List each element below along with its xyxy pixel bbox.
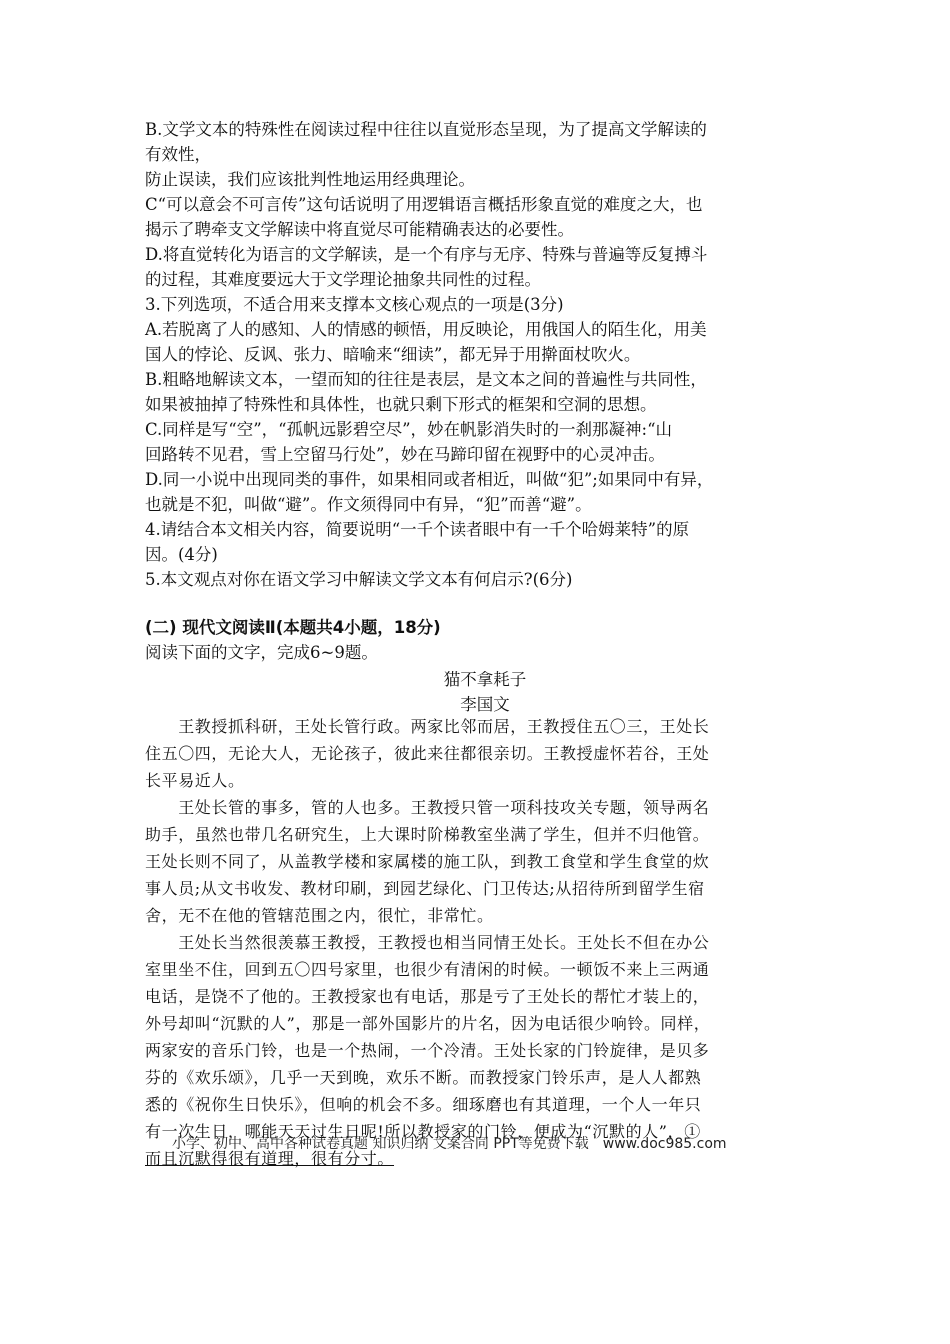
story-line: 电话，是饶不了他的。王教授家也有电话，那是亏了王处长的帮忙才装上的， bbox=[145, 987, 710, 1006]
text-line: 如果被抽掉了特殊性和具体性，也就只剩下形式的框架和空洞的思想。 bbox=[145, 395, 657, 414]
story-line: 芬的《欢乐颂》，几乎一天到晚，欢乐不断。而教授家门铃乐声，是人人都熟 bbox=[145, 1068, 702, 1087]
instruction-text: 阅读下面的文字，完成6~9题。 bbox=[145, 643, 378, 662]
story-line: 王处长当然很羡慕王教授，王教授也相当同情王处长。王处长不但在办公 bbox=[145, 933, 710, 952]
text-line: 国人的悖论、反讽、张力、暗喻来“细读”，都无异于用擀面杖吹火。 bbox=[145, 345, 641, 364]
story-line: 悉的《祝你生日快乐》，但响的机会不多。细琢磨也有其道理，一个人一年只 bbox=[145, 1095, 702, 1114]
story-title: 猫不拿耗子 bbox=[443, 670, 527, 689]
story-line: 助手，虽然也带几名研究生，上大课时阶梯教室坐满了学生，但并不归他管。 bbox=[145, 825, 710, 844]
question-5: 5.本文观点对你在语文学习中解读文学文本有何启示?(6分) bbox=[145, 570, 573, 589]
story-line: 住五〇四，无论大人，无论孩子，彼此来往都很亲切。王教授虚怀若谷，王处 bbox=[145, 744, 710, 763]
story-line: 舍，无不在他的管辖范围之内，很忙，非常忙。 bbox=[145, 906, 494, 925]
story-line: 长平易近人。 bbox=[145, 771, 245, 790]
text-line: 回路转不见君，雪上空留马行处”，妙在马蹄印留在视野中的心灵冲击。 bbox=[145, 445, 665, 464]
text-line: B.粗略地解读文本，一望而知的往往是表层，是文本之间的普遍性与共同性， bbox=[145, 370, 707, 389]
story-line: 两家安的音乐门铃，也是一个热闹，一个冷清。王处长家的门铃旋律，是贝多 bbox=[145, 1041, 710, 1060]
footer-text: 小学、初中、高中各种试卷真题 知识归纳 文案合同 PPT等免费下载 www.doc985.com bbox=[172, 1136, 727, 1152]
story-line: 有一次生日，哪能天天过生日呢!所以教授家的门铃，便成为“沉默的人”，① bbox=[145, 1122, 701, 1141]
story-line: 事人员;从文书收发、教材印刷，到园艺绿化、门卫传达;从招待所到留学生宿 bbox=[145, 879, 705, 898]
section2-header bbox=[145, 615, 825, 717]
story-line: 外号却叫“沉默的人”，那是一部外国影片的片名，因为电话很少响铃。同样， bbox=[145, 1014, 711, 1033]
text-line: C“可以意会不可言传”这句话说明了用逻辑语言概括形象直觉的难度之大，也 bbox=[145, 195, 703, 214]
text-line: 因。(4分) bbox=[145, 545, 218, 564]
text-line: 也就是不犯，叫做“避”。作文须得同中有异，“犯”而善“避”。 bbox=[145, 495, 592, 514]
story-line: 王教授抓科研，王处长管行政。两家比邻而居，王教授住五〇三，王处长 bbox=[145, 717, 710, 736]
text-line: D.同一小说中出现同类的事件，如果相同或者相近，叫做“犯”;如果同中有异， bbox=[145, 470, 714, 489]
section1-questions bbox=[145, 117, 825, 592]
question-3: 3.下列选项，不适合用来支撑本文核心观点的一项是(3分) bbox=[145, 295, 564, 314]
text-line: 揭示了聘牵支文学解读中将直觉尽可能精确表达的必要性。 bbox=[145, 220, 574, 239]
section-heading: (二) 现代文阅读Ⅱ(本题共4小题，18分) bbox=[145, 618, 441, 637]
story-body bbox=[145, 713, 825, 1172]
underlined-story-line: 而且沉默得很有道理，很有分寸。 bbox=[145, 1149, 395, 1168]
text-line: 有效性， bbox=[145, 145, 211, 164]
text-line: D.将直觉转化为语言的文学解读，是一个有序与无序、特殊与普遍等反复搏斗 bbox=[145, 245, 708, 264]
story-author: 李国文 bbox=[460, 695, 510, 714]
text-line: B.文学文本的特殊性在阅读过程中往往以直觉形态呈现，为了提高文学解读的 bbox=[145, 120, 707, 139]
story-line: 王处长管的事多，管的人也多。王教授只管一项科技攻关专题，领导两名 bbox=[145, 798, 710, 817]
text-line: 的过程，其难度要远大于文学理论抽象共同性的过程。 bbox=[145, 270, 541, 289]
story-line: 室里坐不住，回到五〇四号家里，也很少有清闲的时候。一顿饭不来上三两通 bbox=[145, 960, 710, 979]
story-line: 王处长则不同了，从盖教学楼和家属楼的施工队，到教工食堂和学生食堂的炊 bbox=[145, 852, 710, 871]
text-line: A.若脱离了人的感知、人的情感的顿悟，用反映论，用俄国人的陌生化，用美 bbox=[145, 320, 707, 339]
question-4: 4.请结合本文相关内容，简要说明“一千个读者眼中有一千个哈姆莱特”的原 bbox=[145, 520, 690, 539]
text-line: 防止误读，我们应该批判性地运用经典理论。 bbox=[145, 170, 475, 189]
text-line: C.同样是写“空”，“孤帆远影碧空尽”，妙在帆影消失时的一刹那凝神:“山 bbox=[145, 420, 673, 439]
